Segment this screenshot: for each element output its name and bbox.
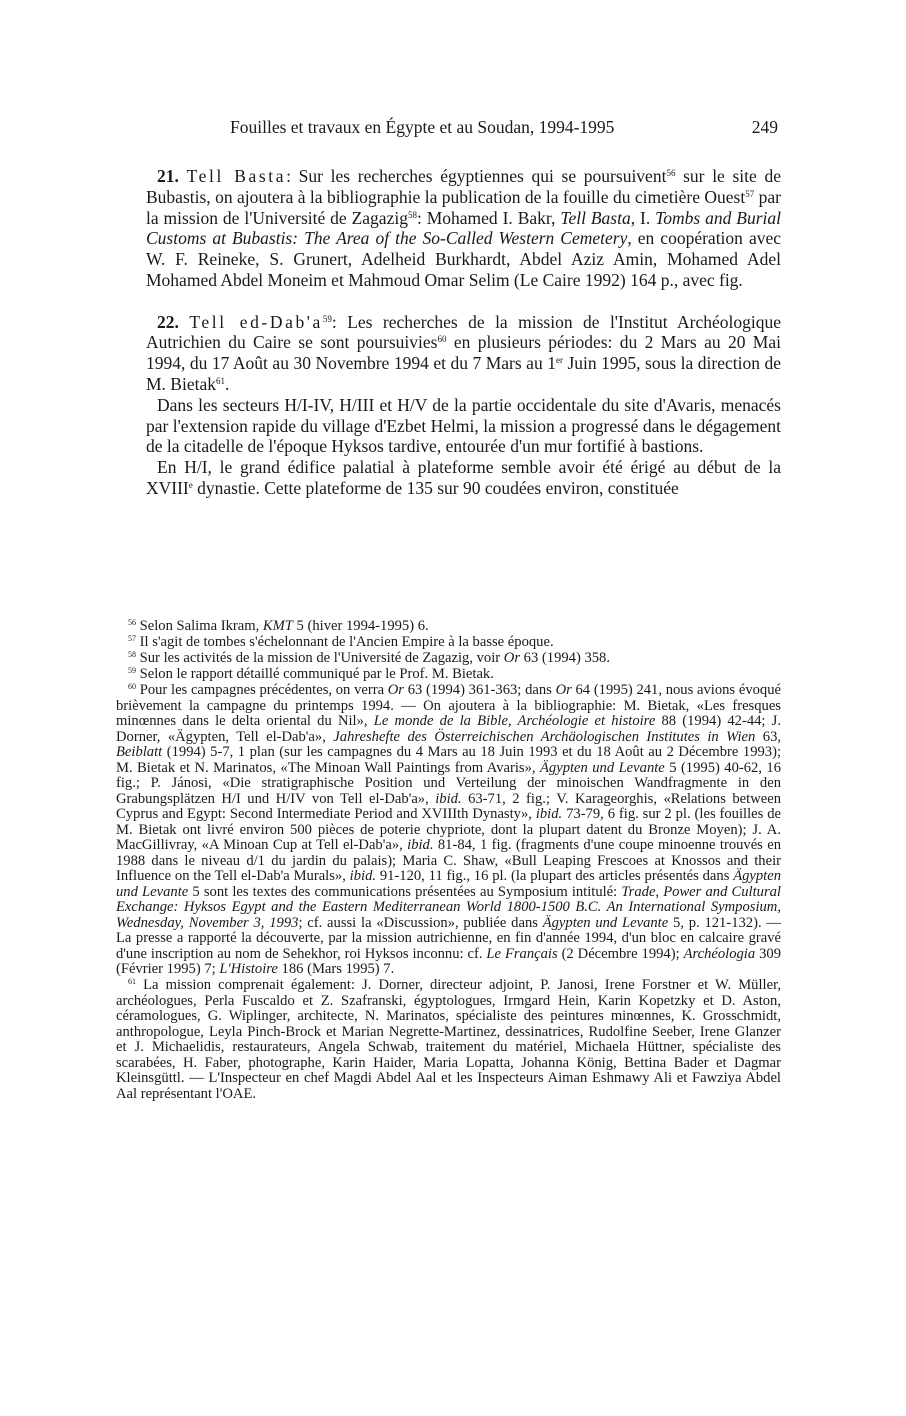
paragraph-secteurs: Dans les secteurs H/I-IV, H/III et H/V de la partie occidentale du site d'Avaris, menacés par l'extension rapide du village d'Ezbet Helmi, la mission a progressé dans le dégagement de la citadelle de l'époque Hyksos tardive, entourée d'un mur fortifié à bastions. <box>146 394 781 457</box>
book-title: Tell Basta <box>560 207 631 228</box>
footnote-text: La mission comprenait également: J. Dorner, directeur adjoint, P. Janosi, Irene Forstner et W. Müller, archéologues, Perla Fuscaldo et Z. Szafranski, égyptologues, Irmgard Hein, Karin Kopetzky et D. Aston, céramologues, G. Wiplinger, architecte, N. Marinatos, spécialiste des peintures minœnnes, K. Grosschmidt, anthropologue, Leyla Pinch-Brock et Marian Negrette-Martinez, dessinatrices, Rudolfine Seeber, Irene Glanzer et J. Michaelidis, restaurateurs, Angela Schwab, traitement du matériel, Michaela Hüttner, spécialiste des scarabées, H. Faber, photographe, Karin Haider, Maria Lopatta, Johanna König, Bettina Bader et Dagmar Kleinsgüttl. — L'Inspecteur en chef Magdi Abdel Aal et les Inspecteurs Aiman Eshmawy Ali et Fawziya Abdel Aal représentant l'OAE. <box>116 977 781 1102</box>
footnote-italic: Beiblatt <box>116 744 163 760</box>
paragraph-hi <box>146 457 781 499</box>
footnote-ref: 57 <box>745 188 755 199</box>
footnote-text: 81-84, 1 fig. (fragments d'une coupe minoenne trouvés en 1988 dans le niveau d/1 du jardin du palais); Maria C. Shaw, «Bull Leaping Frescoes at Knossos and their Influence on the Tell el-Dab'a Murals», <box>116 837 782 884</box>
footnote-text: Selon le rapport détaillé communiqué par le Prof. M. Bietak. <box>136 666 494 682</box>
main-text <box>146 166 781 499</box>
footnote-italic: L'Histoire <box>219 961 278 977</box>
footnote-italic: ibid. <box>535 806 563 822</box>
footnote-ref: 59 <box>322 313 332 324</box>
paragraph-text: Juin 1995, sous la direction de M. Bietak <box>146 353 782 394</box>
footnote-italic: Ägypten und Levante <box>542 914 669 931</box>
footnote-italic: KMT <box>262 618 293 634</box>
paragraph-text: : Mohamed I. Bakr, <box>416 207 561 228</box>
footnote-italic: Le Français <box>486 945 558 962</box>
paragraph-text: sur le site de Bubastis, on ajoutera à la bibliographie la publication de la fouille du cimetière Ouest <box>146 166 781 207</box>
footnote-text: Il s'agit de tombes s'échelonnant de l'Ancien Empire à la basse époque. <box>136 634 554 650</box>
footnote-number: 61 <box>128 977 136 986</box>
footnote-text: 63 (1994) 358. <box>520 650 611 666</box>
footnote-59 <box>116 667 781 683</box>
footnote-text: 63 (1994) 361-363; dans <box>403 682 556 698</box>
footnote-text: 91-120, 11 fig., 16 pl. (la plupart des articles présentés dans <box>376 868 734 884</box>
footnote-ref: 58 <box>407 209 417 220</box>
footnote-60 <box>116 683 781 978</box>
site-name: Tell Basta <box>186 166 287 186</box>
footnote-text: 63-71, 2 fig.; V. Karageorghis, «Relations between Cyprus and Egypt: Second Intermediate Period and XVIIIth Dynasty», <box>116 790 781 822</box>
paragraph-text: : Sur les recherches égyptiennes qui se poursuivent <box>286 166 667 186</box>
footnote-italic: Archéologia <box>683 945 756 962</box>
paragraph-text: En H/I, le grand édifice palatial à plateforme semble avoir été érigé au début de la XVIII <box>146 457 781 498</box>
paragraph-tell-ed-daba <box>146 312 781 395</box>
site-name: Tell ed-Dab'a <box>189 311 323 332</box>
footnote-58 <box>116 651 781 667</box>
footnote-italic: ibid. <box>349 868 377 884</box>
footnote-ref: 61 <box>216 375 225 386</box>
footnote-number: 58 <box>128 650 136 659</box>
paragraph-tell-basta <box>146 166 781 291</box>
book-subtitle: Tombs and Burial Customs at Bubastis: The Area of the So-Called Western Cemetery <box>146 207 782 249</box>
footnote-56 <box>116 619 781 635</box>
footnote-text: (1994) 5-7, 1 plan (sur les campagnes du 4 Mars au 18 Juin 1993 et du 18 Août au 2 Décembre 1993); M. Bietak et N. Marinatos, «The Minoan Wall Paintings from Avaris», <box>116 744 781 776</box>
footnote-italic: Or <box>555 682 572 698</box>
section-number: 21. <box>157 166 179 186</box>
footnote-text: Pour les campagnes précédentes, on verra <box>136 682 388 698</box>
footnote-text: 5 sont les textes des communications présentées au Symposium intitulé: <box>188 883 622 900</box>
paragraph-text: : Les recherches de la mission de l'Institut Archéologique Autrichien du Caire se sont poursuivies <box>146 311 782 353</box>
footnote-italic: Or <box>503 650 521 666</box>
paragraph-text: , en coopération avec W. F. Reineke, S. Grunert, Adelheid Burkhardt, Abdel Aziz Amin, Mohamed Adel Mohamed Abdel Moneim et Mahmoud Omar Selim (Le Caire 1992) 164 p., avec fig. <box>146 228 781 290</box>
ordinal-superscript: e <box>188 479 193 490</box>
footnote-italic: ibid. <box>435 790 462 807</box>
footnote-italic: ibid. <box>407 837 434 853</box>
footnote-italic: Le monde de la Bible, Archéologie et histoire <box>373 713 656 729</box>
footnote-number: 56 <box>128 618 136 627</box>
footnote-text: 5 (hiver 1994-1995) 6. <box>292 618 429 634</box>
footnote-ref: 56 <box>666 168 676 178</box>
ordinal-superscript: er <box>555 355 563 366</box>
footnote-number: 59 <box>128 666 136 675</box>
footnote-italic: Jahreshefte des Österreichischen Archäologischen Institutes in Wien <box>333 728 756 745</box>
paragraph-text: par la mission de l'Université de Zagazig <box>146 186 781 228</box>
paragraph-text: , I. <box>630 207 656 228</box>
footnote-57 <box>116 635 781 651</box>
footnote-text: 63, <box>755 728 782 745</box>
paragraph-text: en plusieurs périodes: du 2 Mars au 20 Mai 1994, du 17 Août au 30 Novembre 1994 et du 7 Mars au 1 <box>146 332 781 374</box>
footnote-italic: Ägypten und Levante <box>116 868 782 900</box>
running-header <box>230 114 782 140</box>
footnote-italic: Ägypten und Levante <box>540 759 665 776</box>
footnote-text: Selon Salima Ikram, <box>136 618 263 634</box>
footnote-text: 5, p. 121-132). — La presse a rapporté la découverte, par la mission autrichienne, en fin d'année 1994, d'un bloc en calcaire gravé d'une inscription au nom de Sehekhor, roi Hyksos inconnu: cf. <box>116 914 781 962</box>
footnote-number: 57 <box>128 634 136 643</box>
footnote-text: 5 (1995) 40-62, 16 fig.; P. Jánosi, «Die stratigraphische Position und Verteilung der minoischen Wandfragmente in den Grabungsplätzen H/I und H/IV von Tell el-Dab'a», <box>116 759 782 807</box>
footnote-text: Sur les activités de la mission de l'Université de Zagazig, voir <box>136 650 504 666</box>
footnote-italic: Or <box>387 682 404 698</box>
footnote-text: 64 (1995) 241, nous avions évoqué brièvement la campagne du printemps 1994. — On ajoutera à la bibliographie: M. Bietak, «Les fresques minœnnes dans le delta oriental du Nil», <box>116 682 781 729</box>
footnote-italic: Trade, Power and Cultural Exchange: Hyksos Egypt and the Eastern Mediterranean World 1800-1500 B.C. An International Symposium, Wednesday, November 3, 1993 <box>116 883 781 931</box>
footnote-61 <box>116 978 781 1102</box>
section-number: 22. <box>157 311 179 332</box>
footnote-text: 309 (Février 1995) 7; <box>116 945 781 977</box>
footnote-text: (2 Décembre 1994); <box>557 945 684 962</box>
footnote-text: ; cf. aussi la «Discussion», publiée dans <box>298 914 543 931</box>
running-title: Fouilles et travaux en Égypte et au Soudan, 1994-1995 <box>230 117 615 137</box>
footnote-text: 73-79, 6 fig. sur 2 pl. (les fouilles de M. Bietak ont livré environ 500 pièces de poterie chypriote, dont la plupart datent du Bronze Moyen); J. A. MacGillivray, «A Minoan Cup at Tell el-Dab'a», <box>116 806 781 853</box>
footnote-text: 88 (1994) 42-44; J. Dorner, «Ägypten, Tell el-Dab'a», <box>116 713 782 745</box>
page-number: 249 <box>751 117 778 137</box>
footnote-text: 186 (Mars 1995) 7. <box>277 961 395 977</box>
paragraph-text: . <box>225 373 230 394</box>
footnotes <box>116 619 781 1103</box>
footnote-ref: 60 <box>437 334 447 345</box>
paragraph-text: dynastie. Cette plateforme de 135 sur 90 coudées environ, constituée <box>192 477 679 498</box>
footnote-number: 60 <box>128 682 136 691</box>
